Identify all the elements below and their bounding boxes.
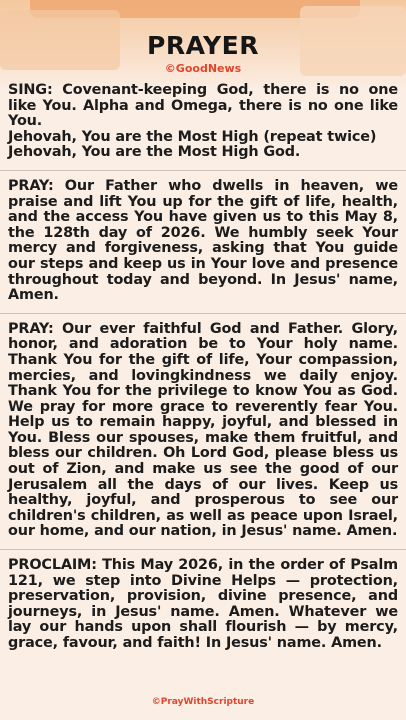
- section-divider: [0, 313, 406, 314]
- prayer-content: [8, 83, 398, 652]
- page-header: [0, 30, 406, 76]
- sing-line: Jehovah, You are the Most High God.: [8, 144, 301, 161]
- footer-handle: ©PrayWithScripture: [151, 697, 255, 707]
- pray-section-2: PRAY: Our ever faithful God and Father. Glory, honor, and adoration be to Your holy name. Thank You for the gift of life, Your compassion, mercies, and lovingkindness we daily enjoy. Thank You for the privilege to know You as God. We pray for more grace to reverently fear You. Help us to remain happy, joyful, and blessed in You. Bless our spouses, make them fruitful, and bless our children. Oh Lord God, please bless us out of Zion, and make us see the good of our Jerusalem all the days of our lives. Keep us healthy, joyful, and prosperous to see our children's children, as well as peace upon Israel, our home, and our nation, in Jesus' name. Amen.: [8, 320, 398, 540]
- pray-section-1: PRAY: Our Father who dwells in heaven, we praise and lift You up for the gift of life, health, and the access You have given us to this May 8, the 128th day of 2026. We humbly seek Your mercy and forgiveness, asking that You guide our steps and keep us in Your love and presence throughout today and beyond. In Jesus' name, Amen.: [8, 177, 398, 304]
- sing-section: SING: Covenant-keeping God, there is no one like You. Alpha and Omega, there is no one like You.: [8, 82, 398, 130]
- section-divider: [0, 549, 406, 550]
- section-divider: [0, 170, 406, 171]
- proclaim-section: PROCLAIM: This May 2026, in the order of Psalm 121, we step into Divine Helps — protection, preservation, provision, divine presence, and journeys, in Jesus' name. Amen. Whatever we lay our hands upon shall flourish — by mercy, grace, favour, and faith! In Jesus' name. Amen.: [8, 557, 398, 651]
- source-handle: ©GoodNews: [164, 62, 242, 75]
- sing-line: Jehovah, You are the Most High (repeat twice): [8, 128, 377, 145]
- page-title: PRAYER: [147, 31, 259, 60]
